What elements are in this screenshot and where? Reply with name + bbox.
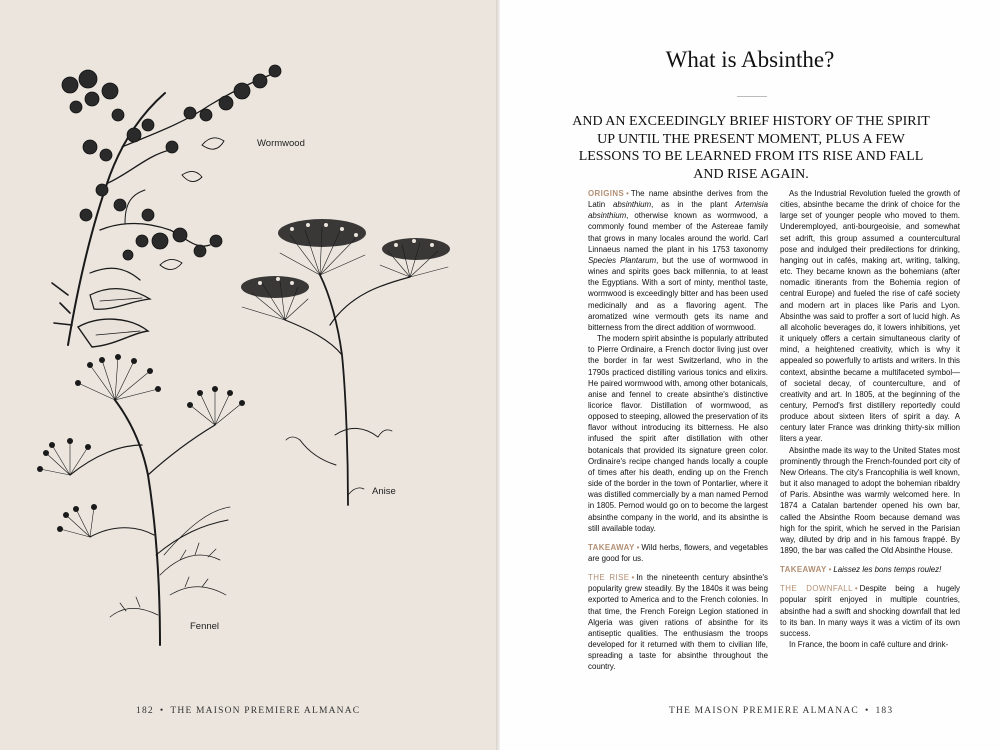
origins-latin: absinthium (612, 200, 652, 210)
title-rule (737, 96, 767, 97)
takeaway-1 (588, 542, 768, 564)
rise-paragraph-3: Absinthe made its way to the United States most prominently through the French-founded port city of New Orleans. The city's Francophilia is well known, but it also managed to adopt the bohemian ribaldry of Paris. Absinthe was warmly welcomed here. In 1874 a Catalan bartender opened his own bar, called the Absinthe Room because demand was high for the spirit, which he served in the Parisian way, diluted by drip and in his famous frappé. By 1890, the bar was called the Old Absinthe House. (780, 445, 960, 555)
takeaway-text: Wild herbs, flowers, and vegetables are good for us. (588, 542, 768, 563)
left-folio (136, 706, 360, 716)
bullet: • (864, 706, 870, 716)
bullet: • (828, 565, 832, 575)
downfall-heading: THE DOWNFALL (780, 584, 853, 594)
right-folio (669, 706, 893, 716)
downfall-paragraph-1 (780, 583, 960, 639)
origins-text: , as in the plant (651, 200, 736, 210)
origins-text: , but the use of wormwood in wines and spirits goes back millennia, to at least the Egyptians. With a sort of minty, menthol taste, wormwood is exceedingly bitter and has been used medicinally and as a flavoring agent. The aromatized wine vermouth gets its name and bitterness from the direct addition of wormwood. (588, 255, 768, 332)
bullet: • (636, 542, 640, 552)
article-body (588, 188, 960, 693)
bullet: • (854, 584, 858, 594)
origins-text: The name absinthe derives from the Latin (588, 189, 768, 210)
bullet: • (159, 706, 165, 716)
bullet: • (631, 573, 635, 583)
page-number: 183 (875, 706, 894, 716)
origins-species: Artemisia absinthium (588, 200, 768, 221)
bullet: • (626, 189, 629, 198)
anise-label: Anise (372, 486, 396, 497)
page-number: 182 (136, 706, 154, 716)
fennel-label: Fennel (190, 621, 220, 632)
downfall-paragraph-2: In France, the boom in café culture and drink- (789, 640, 949, 650)
downfall-text: Despite being a hugely popular spirit enjoyed in multiple countries, absinthe had a swift and shocking downfall that led to its ban. In many ways it was a victim of its own success. (780, 584, 960, 638)
left-page (0, 0, 497, 750)
takeaway-heading: TAKEAWAY (780, 565, 827, 575)
wormwood-drawing (52, 65, 281, 347)
origins-book-title: Species Plantarum (588, 255, 657, 265)
running-head: THE MAISON PREMIERE ALMANAC (669, 706, 859, 716)
page-subtitle: AND AN EXCEEDINGLY BRIEF HISTORY OF THE SPIRIT UP UNTIL THE PRESENT MOMENT, PLUS A FEW LESSONS TO BE LEARNED FROM ITS RISE AND FALL AND RISE AGAIN. (572, 114, 930, 182)
rise-paragraph-2: As the Industrial Revolution fueled the growth of cities, absinthe became the drink of choice for the large set of younger people who moved to them. Underemployed, anti-bourgeoisie, and somewhat set adrift, this group assumed a countercultural pose and indulged their predilections for drinking, hanging out in cafés, making art, writing, talking, etc. They became known as the bohemians (after nomadic itinerants from the Bohemia region of central Europe) and fueled the rise of café society and modern art in places like Paris and Lyon. Absinthe was said to proffer a sort of lucid high. As all alcoholic beverages do, it lowers inhibitions, yet it uniquely offers a certain simultaneous clarity of mind, a heightened creativity, which is why it appealed so powerfully to artists and writers. In this context, absinthe became a multifaceted symbol—of societal decay, of counterculture, and of creativity and art. In 1805, at the beginning of the century, Pernod's first distillery reportedly could produce about sixteen liters of spirit a day. A century later France was drinking thirty-six million liters a year. (780, 189, 960, 444)
rise-text: In the nineteenth century absinthe's popularity grew steadily. By the 1840s it was being exported to America and to the French colonies. In that time, the French Foreign Legion stationed in Algeria was given rations of absinthe for its antiseptic qualities. The enthusiasm the troops developed for it returned with them to civilian life, spreading a taste for absinthe throughout the country. (588, 573, 768, 672)
origins-text: , otherwise known as wormwood, a commonly found member of the Astereae family that grows in many locales around the world. Carl Linnaeus named the plant in his 1753 taxonomy (588, 211, 768, 254)
origins-paragraph-1 (588, 188, 768, 333)
running-head: THE MAISON PREMIERE ALMANAC (170, 706, 361, 716)
takeaway-heading: TAKEAWAY (588, 542, 635, 552)
takeaway-text: Laissez les bons temps roulez! (833, 565, 942, 575)
page-title: What is Absinthe? (665, 47, 835, 72)
rise-heading: THE RISE (588, 573, 630, 583)
wormwood-label: Wormwood (257, 138, 305, 149)
fennel-drawing (37, 354, 245, 645)
origins-heading: ORIGINS (588, 189, 625, 198)
anise-drawing (241, 219, 450, 505)
botanical-illustration (30, 55, 470, 675)
takeaway-2 (780, 564, 960, 575)
origins-paragraph-2: The modern spirit absinthe is popularly attributed to Pierre Ordinaire, a French doctor living just over the border in far west Switzerland, who in the 1790s practiced distilling various tonics and elixirs. He paired wormwood with, among other botanicals, anise and fennel to create absinthe's distinctive licorice flavor. Distillation of wormwood, as opposed to steeping, allowed the preservation of its flavor without introducing its bitterness. He also infused the spirit after distillation with other botanicals that provided its signature green color. Ordinaire's recipe changed hands locally a couple of times after his death, ending up on the French side of the border in the town of Pontarlier, where it was distilled commercially by a man named Pernod in 1805. Pernod would go on to become the largest absinthe company in the world, and its absinthe is still available today. (588, 334, 768, 533)
rise-paragraph-1 (588, 572, 768, 672)
